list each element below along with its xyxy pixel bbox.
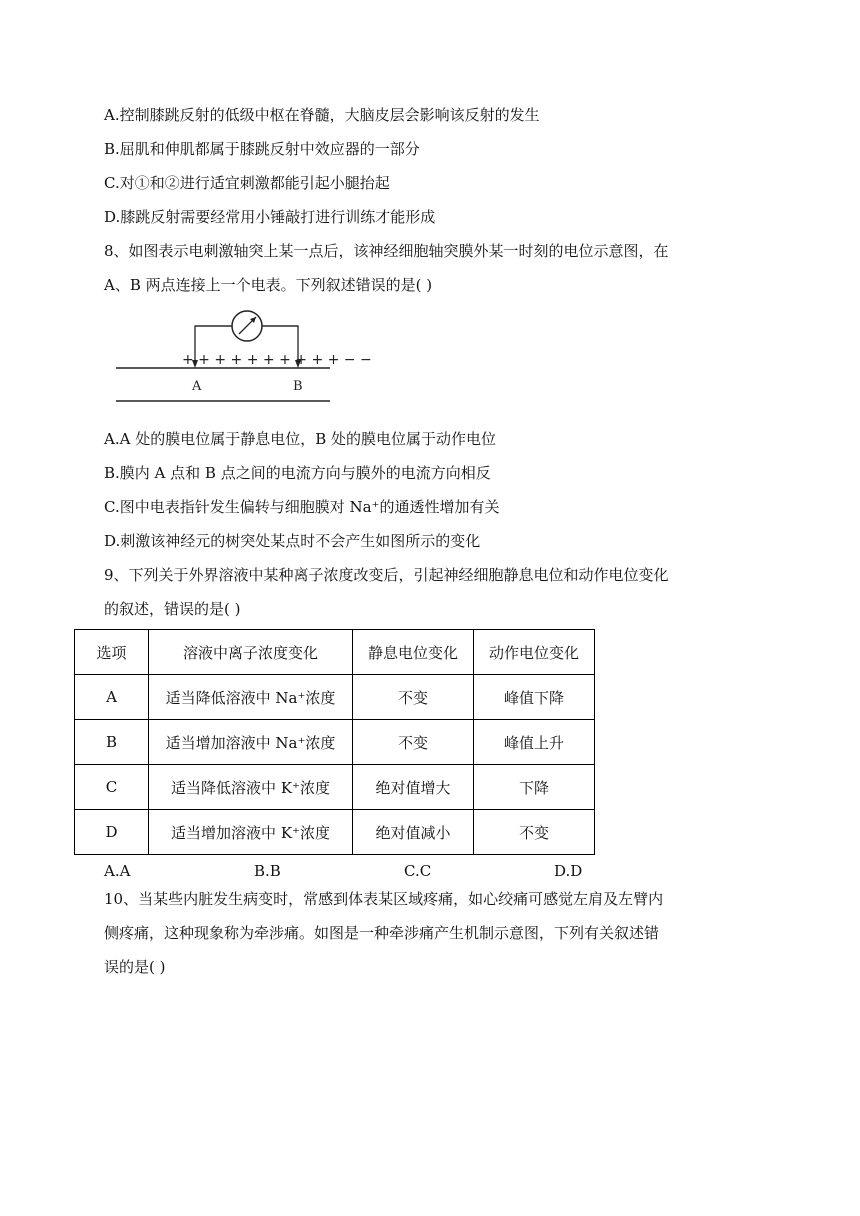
table-header-cell: 选项 [75, 630, 149, 675]
q9-answer-d: D.D [554, 862, 583, 880]
table-cell: 绝对值增大 [353, 765, 474, 810]
table-header-cell: 溶液中离子浓度变化 [149, 630, 353, 675]
q9-answer-a: A.A [104, 862, 131, 880]
q7-option-a: A.控制膝跳反射的低级中枢在脊髓，大脑皮层会影响该反射的发生 [104, 106, 540, 124]
q10-line1: 10、当某些内脏发生病变时，常感到体表某区域疼痛，如心绞痛可感觉左肩及左臂内 [104, 890, 664, 908]
q9-stem-line1: 9、下列关于外界溶液中某种离子浓度改变后，引起神经细胞静息电位和动作电位变化 [104, 566, 669, 584]
table-cell: 不变 [474, 810, 595, 855]
q7-option-b: B.屈肌和伸肌都属于膝跳反射中效应器的一部分 [104, 140, 420, 158]
table-row [75, 720, 595, 765]
table-cell: C [75, 765, 149, 810]
table-header-cell: 静息电位变化 [353, 630, 474, 675]
table-cell: 适当增加溶液中 Na⁺浓度 [149, 720, 353, 765]
label-a: A [192, 379, 202, 394]
table-cell: 峰值下降 [474, 675, 595, 720]
q8-stem-line2: A、B 两点连接上一个电表。下列叙述错误的是( ) [104, 276, 433, 294]
q9-table [74, 629, 595, 855]
q8-option-d: D.刺激该神经元的树突处某点时不会产生如图所示的变化 [104, 532, 481, 550]
table-cell: 不变 [353, 675, 474, 720]
table-cell: 绝对值减小 [353, 810, 474, 855]
table-cell: A [75, 675, 149, 720]
table-cell: D [75, 810, 149, 855]
table-header-row [75, 630, 595, 675]
table-cell: 下降 [474, 765, 595, 810]
table-cell: 适当增加溶液中 K⁺浓度 [149, 810, 353, 855]
q9-answer-b: B.B [254, 862, 281, 880]
table-header-cell: 动作电位变化 [474, 630, 595, 675]
membrane-charges: + + + + + + + + + + − − [182, 352, 372, 368]
q8-option-b: B.膜内 A 点和 B 点之间的电流方向与膜外的电流方向相反 [104, 464, 491, 482]
table-cell: 不变 [353, 720, 474, 765]
q8-figure [110, 306, 372, 406]
q7-option-c: C.对①和②进行适宜刺激都能引起小腿抬起 [104, 174, 390, 192]
q10-line2: 侧疼痛，这种现象称为牵涉痛。如图是一种牵涉痛产生机制示意图，下列有关叙述错 [104, 924, 660, 942]
q10-line3: 误的是( ) [104, 958, 166, 976]
table-row [75, 810, 595, 855]
table-cell: 适当降低溶液中 Na⁺浓度 [149, 675, 353, 720]
q8-stem-line1: 8、如图表示电刺激轴突上某一点后，该神经细胞轴突膜外某一时刻的电位示意图，在 [104, 242, 669, 260]
q7-option-d: D.膝跳反射需要经常用小锤敲打进行训练才能形成 [104, 208, 436, 226]
table-cell: 适当降低溶液中 K⁺浓度 [149, 765, 353, 810]
table-row [75, 765, 595, 810]
q8-option-a: A.A 处的膜电位属于静息电位，B 处的膜电位属于动作电位 [104, 430, 496, 448]
table-cell: 峰值上升 [474, 720, 595, 765]
q9-stem-line2: 的叙述，错误的是( ) [104, 600, 241, 618]
table-row [75, 675, 595, 720]
q9-answer-c: C.C [404, 862, 432, 880]
label-b: B [293, 379, 303, 394]
table-cell: B [75, 720, 149, 765]
q8-option-c: C.图中电表指针发生偏转与细胞膜对 Na⁺的通透性增加有关 [104, 498, 500, 516]
